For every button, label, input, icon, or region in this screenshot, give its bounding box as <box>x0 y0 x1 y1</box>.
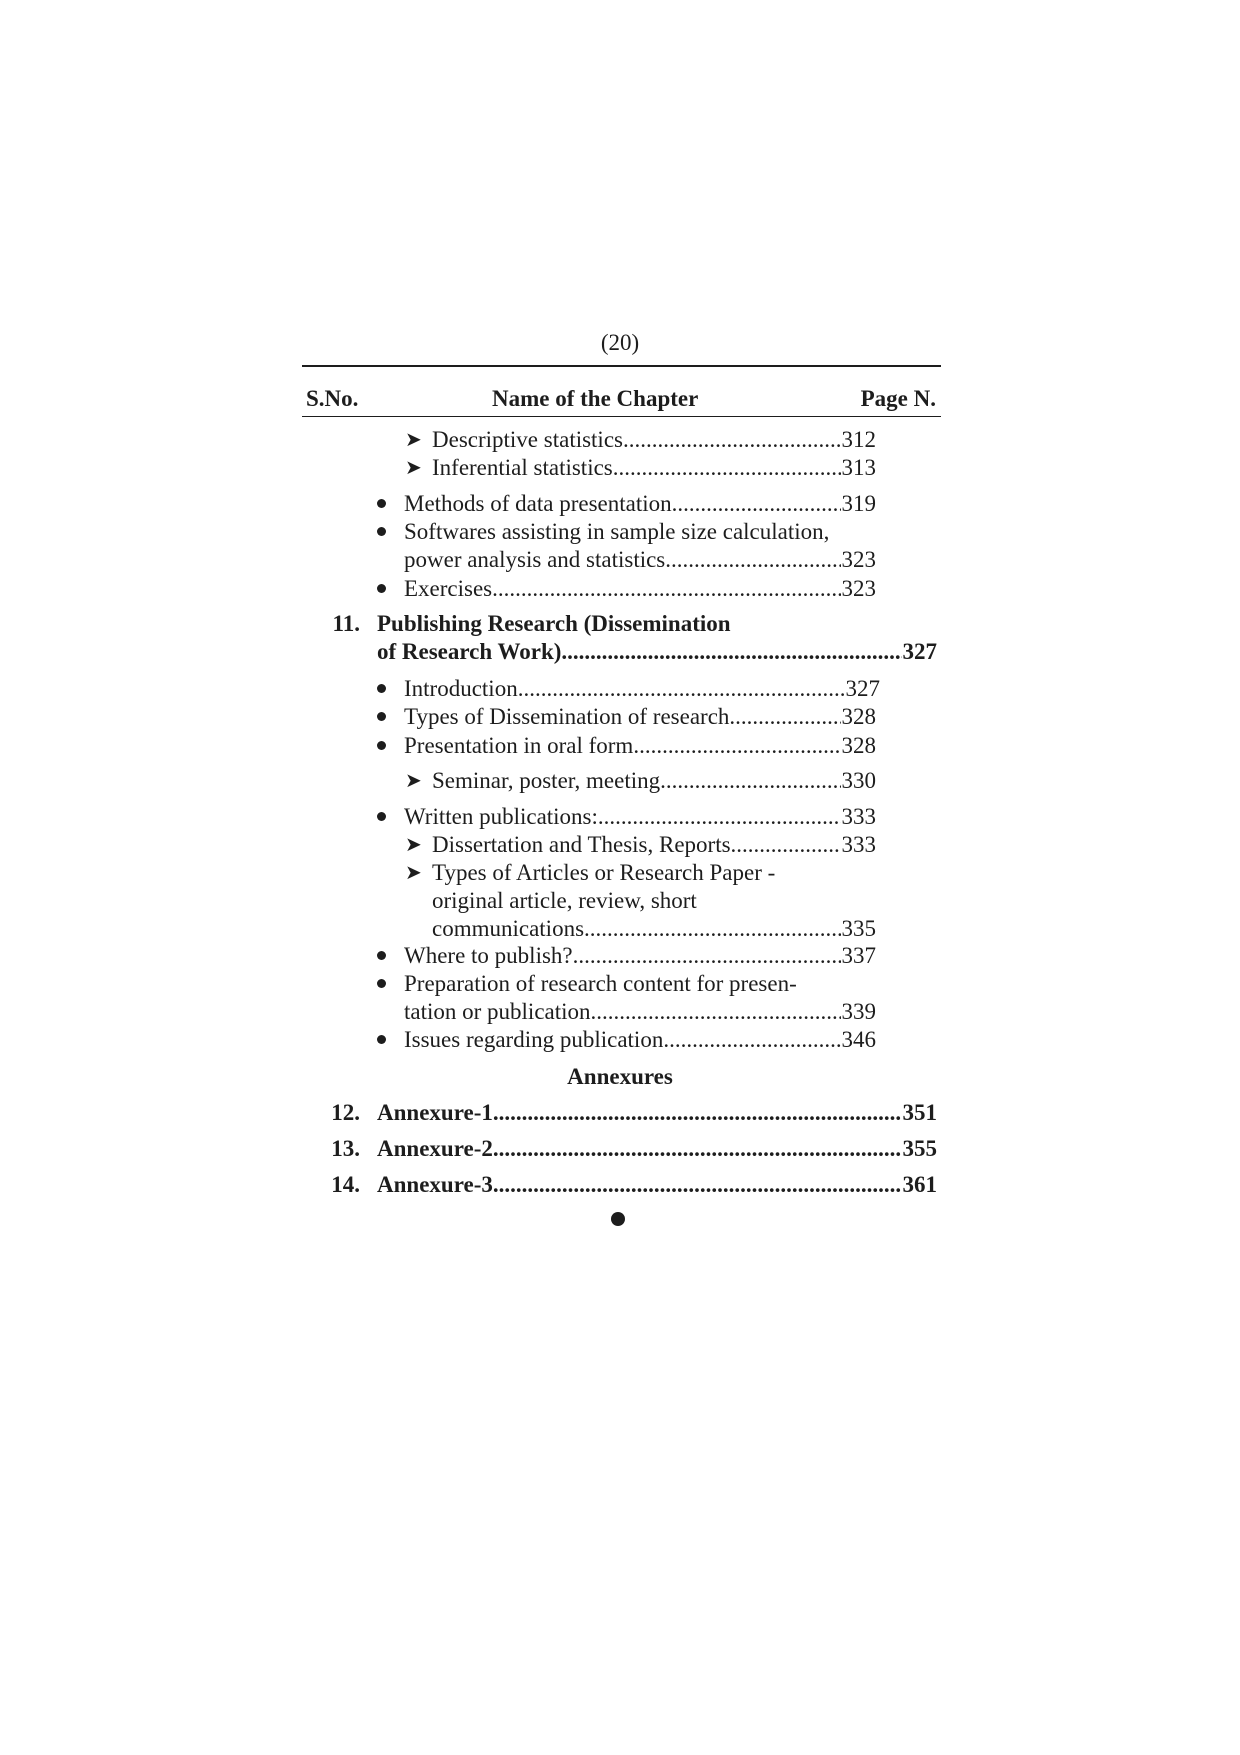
entry-text: Written publications: <box>404 804 598 829</box>
leader-dots <box>729 703 840 731</box>
header-page: Page N. <box>860 386 936 411</box>
entry-text: Exercises <box>404 576 493 601</box>
entry-page: 346 <box>841 1027 876 1052</box>
leader-dots <box>613 454 841 482</box>
entry-page: 335 <box>841 916 876 941</box>
entry-text-line1: Softwares assisting in sample size calculation, <box>404 519 830 544</box>
entry-page: 333 <box>841 832 876 857</box>
top-rule <box>302 365 941 367</box>
entry-text: Presentation in oral form <box>404 733 634 758</box>
entry-page: 351 <box>902 1100 937 1125</box>
entry-page: 319 <box>841 491 876 516</box>
entry-page: 337 <box>841 943 876 968</box>
leader-dots <box>663 1026 840 1054</box>
leader-dots <box>518 675 845 703</box>
entry-page: 327 <box>902 639 937 664</box>
leader-dots <box>493 1135 902 1163</box>
leader-dots <box>660 767 840 795</box>
entry-text: Annexure-2 <box>377 1136 493 1161</box>
entry-text: Where to publish? <box>404 943 573 968</box>
entry-text: Methods of data presentation <box>404 491 672 516</box>
toc-entry-issues <box>404 1026 876 1054</box>
toc-entry-softwares <box>404 546 876 574</box>
chapter-title-line1: Publishing Research (Dissemination <box>377 611 731 636</box>
toc-entry-types-dissemination <box>404 703 876 731</box>
entry-text: Inferential statistics <box>432 455 613 480</box>
leader-dots <box>584 915 840 943</box>
entry-page: 327 <box>845 676 880 701</box>
entry-page: 323 <box>841 576 876 601</box>
leader-dots <box>573 942 841 970</box>
entry-page: 323 <box>841 547 876 572</box>
entry-text: Annexure-1 <box>377 1100 493 1125</box>
toc-entry-descriptive <box>432 426 876 454</box>
annexures-heading: Annexures <box>567 1064 673 1089</box>
leader-dots <box>665 546 840 574</box>
toc-entry-introduction <box>404 675 880 703</box>
leader-dots <box>561 638 901 666</box>
bullet-icon <box>377 1035 386 1044</box>
entry-text: communications <box>432 916 585 941</box>
bullet-icon <box>377 584 386 593</box>
entry-text: power analysis and statistics <box>404 547 666 572</box>
entry-text: Issues regarding publication <box>404 1027 664 1052</box>
bullet-icon <box>377 741 386 750</box>
entry-page: 328 <box>841 704 876 729</box>
bullet-icon <box>377 499 386 508</box>
toc-entry-seminar <box>432 767 876 795</box>
entry-page: 312 <box>841 427 876 452</box>
entry-text-line2: original article, review, short <box>432 888 697 913</box>
header-sno: S.No. <box>306 386 359 411</box>
annexure-number: 14. <box>331 1172 360 1197</box>
entry-text: tation or publication <box>404 999 591 1024</box>
bullet-icon <box>377 712 386 721</box>
bullet-icon <box>377 951 386 960</box>
leader-dots <box>731 831 841 859</box>
toc-entry-dissertation <box>432 831 876 859</box>
entry-page: 313 <box>841 455 876 480</box>
leader-dots <box>492 575 840 603</box>
bullet-icon <box>377 527 386 536</box>
end-bullet-icon <box>611 1212 625 1226</box>
leader-dots <box>623 426 841 454</box>
toc-entry-articles <box>432 915 876 943</box>
entry-page: 361 <box>902 1172 937 1197</box>
leader-dots <box>672 490 841 518</box>
bullet-icon <box>377 812 386 821</box>
entry-page: 328 <box>841 733 876 758</box>
annexure-number: 13. <box>331 1136 360 1161</box>
entry-page: 355 <box>902 1136 937 1161</box>
arrow-bullet-icon: ➤ <box>405 834 422 856</box>
leader-dots <box>591 998 841 1026</box>
toc-entry-exercises <box>404 575 876 603</box>
entry-text: Seminar, poster, meeting <box>432 768 661 793</box>
entry-text-line1: Preparation of research content for presen- <box>404 971 797 996</box>
header-rule <box>302 416 941 417</box>
bullet-icon <box>377 979 386 988</box>
arrow-bullet-icon: ➤ <box>405 770 422 792</box>
arrow-bullet-icon: ➤ <box>405 429 422 451</box>
entry-text: Descriptive statistics <box>432 427 623 452</box>
header-chapter-name: Name of the Chapter <box>492 386 699 411</box>
annexure-number: 12. <box>331 1100 360 1125</box>
toc-entry-oral <box>404 732 876 760</box>
entry-text: Annexure-3 <box>377 1172 493 1197</box>
entry-page: 339 <box>841 999 876 1024</box>
entry-text: of Research Work) <box>377 639 562 664</box>
toc-entry-written <box>404 803 876 831</box>
page-number: (20) <box>600 330 640 355</box>
bullet-icon <box>377 684 386 693</box>
leader-dots <box>493 1171 902 1199</box>
entry-text: Types of Dissemination of research <box>404 704 730 729</box>
leader-dots <box>493 1099 902 1127</box>
arrow-bullet-icon: ➤ <box>405 457 422 479</box>
toc-entry-where <box>404 942 876 970</box>
entry-page: 333 <box>841 804 876 829</box>
leader-dots <box>598 803 841 831</box>
entry-text: Introduction <box>404 676 518 701</box>
toc-entry-methods <box>404 490 876 518</box>
toc-entry-inferential <box>432 454 876 482</box>
chapter-number: 11. <box>332 611 360 636</box>
toc-entry-annexure-3 <box>377 1171 937 1199</box>
entry-text-line1: Types of Articles or Research Paper - <box>432 860 776 885</box>
toc-entry-annexure-1 <box>377 1099 937 1127</box>
toc-entry-annexure-2 <box>377 1135 937 1163</box>
toc-entry-preparation <box>404 998 876 1026</box>
entry-page: 330 <box>841 768 876 793</box>
entry-text: Dissertation and Thesis, Reports <box>432 832 731 857</box>
toc-entry-chapter-11 <box>377 638 937 666</box>
leader-dots <box>633 732 840 760</box>
arrow-bullet-icon: ➤ <box>405 862 422 884</box>
